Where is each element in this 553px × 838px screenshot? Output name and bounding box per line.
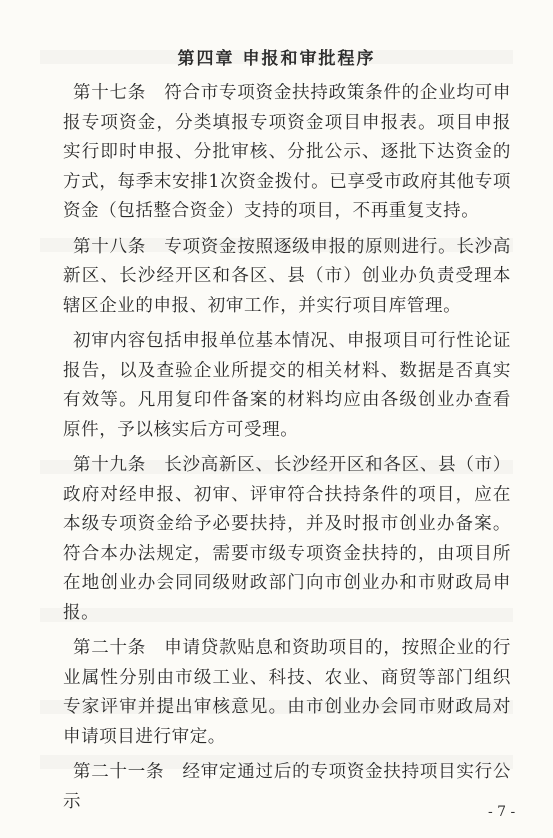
paragraph-article-21: 第二十一条 经审定通过后的专项资金扶持项目实行公示 <box>63 762 511 812</box>
chapter-heading: 第四章 申报和审批程序 <box>177 49 376 69</box>
paragraph-article-18: 第十八条 专项资金按照逐级申报的原则进行。长沙高新区、长沙经开区和各区、县（市）创业办负责受理本辖区企业的申报、初审工作，并实行项目库管理。 <box>63 236 511 316</box>
body-text <box>63 79 511 823</box>
paragraph-article-19: 第十九条 长沙高新区、长沙经开区和各区、县（市）政府对经申报、初审、评审符合扶持条件的项目，应在本级专项资金给予必要扶持，并及时报市创业办备案。符合本办法规定，需要市级专项资金扶持的，由项目所在地创业办会同同级财政部门向市创业办和市财政局申报。 <box>63 455 511 623</box>
paragraph-article-20: 第二十条 申请贷款贴息和资助项目的，按照企业的行业属性分别由市级工业、科技、农业、商贸等部门组织专家评审并提出审核意见。由市创业办会同市财政局对申请项目进行审定。 <box>63 638 511 747</box>
paragraph-article-17: 第十七条 符合市专项资金扶持政策条件的企业均可申报专项资金，分类填报专项资金项目申报表。项目申报实行即时申报、分批审核、分批公示、逐批下达资金的方式，每季末安排1次资金拨付。已享受市政府其他专项资金（包括整合资金）支持的项目，不再重复支持。 <box>63 83 511 221</box>
paragraph-initial-review: 初审内容包括申报单位基本情况、申报项目可行性论证报告，以及查验企业所提交的相关材料、数据是否真实有效等。凡用复印件备案的材料均应由各级创业办查看原件，予以核实后方可受理。 <box>63 331 511 440</box>
page-number: - 7 - <box>488 804 516 820</box>
